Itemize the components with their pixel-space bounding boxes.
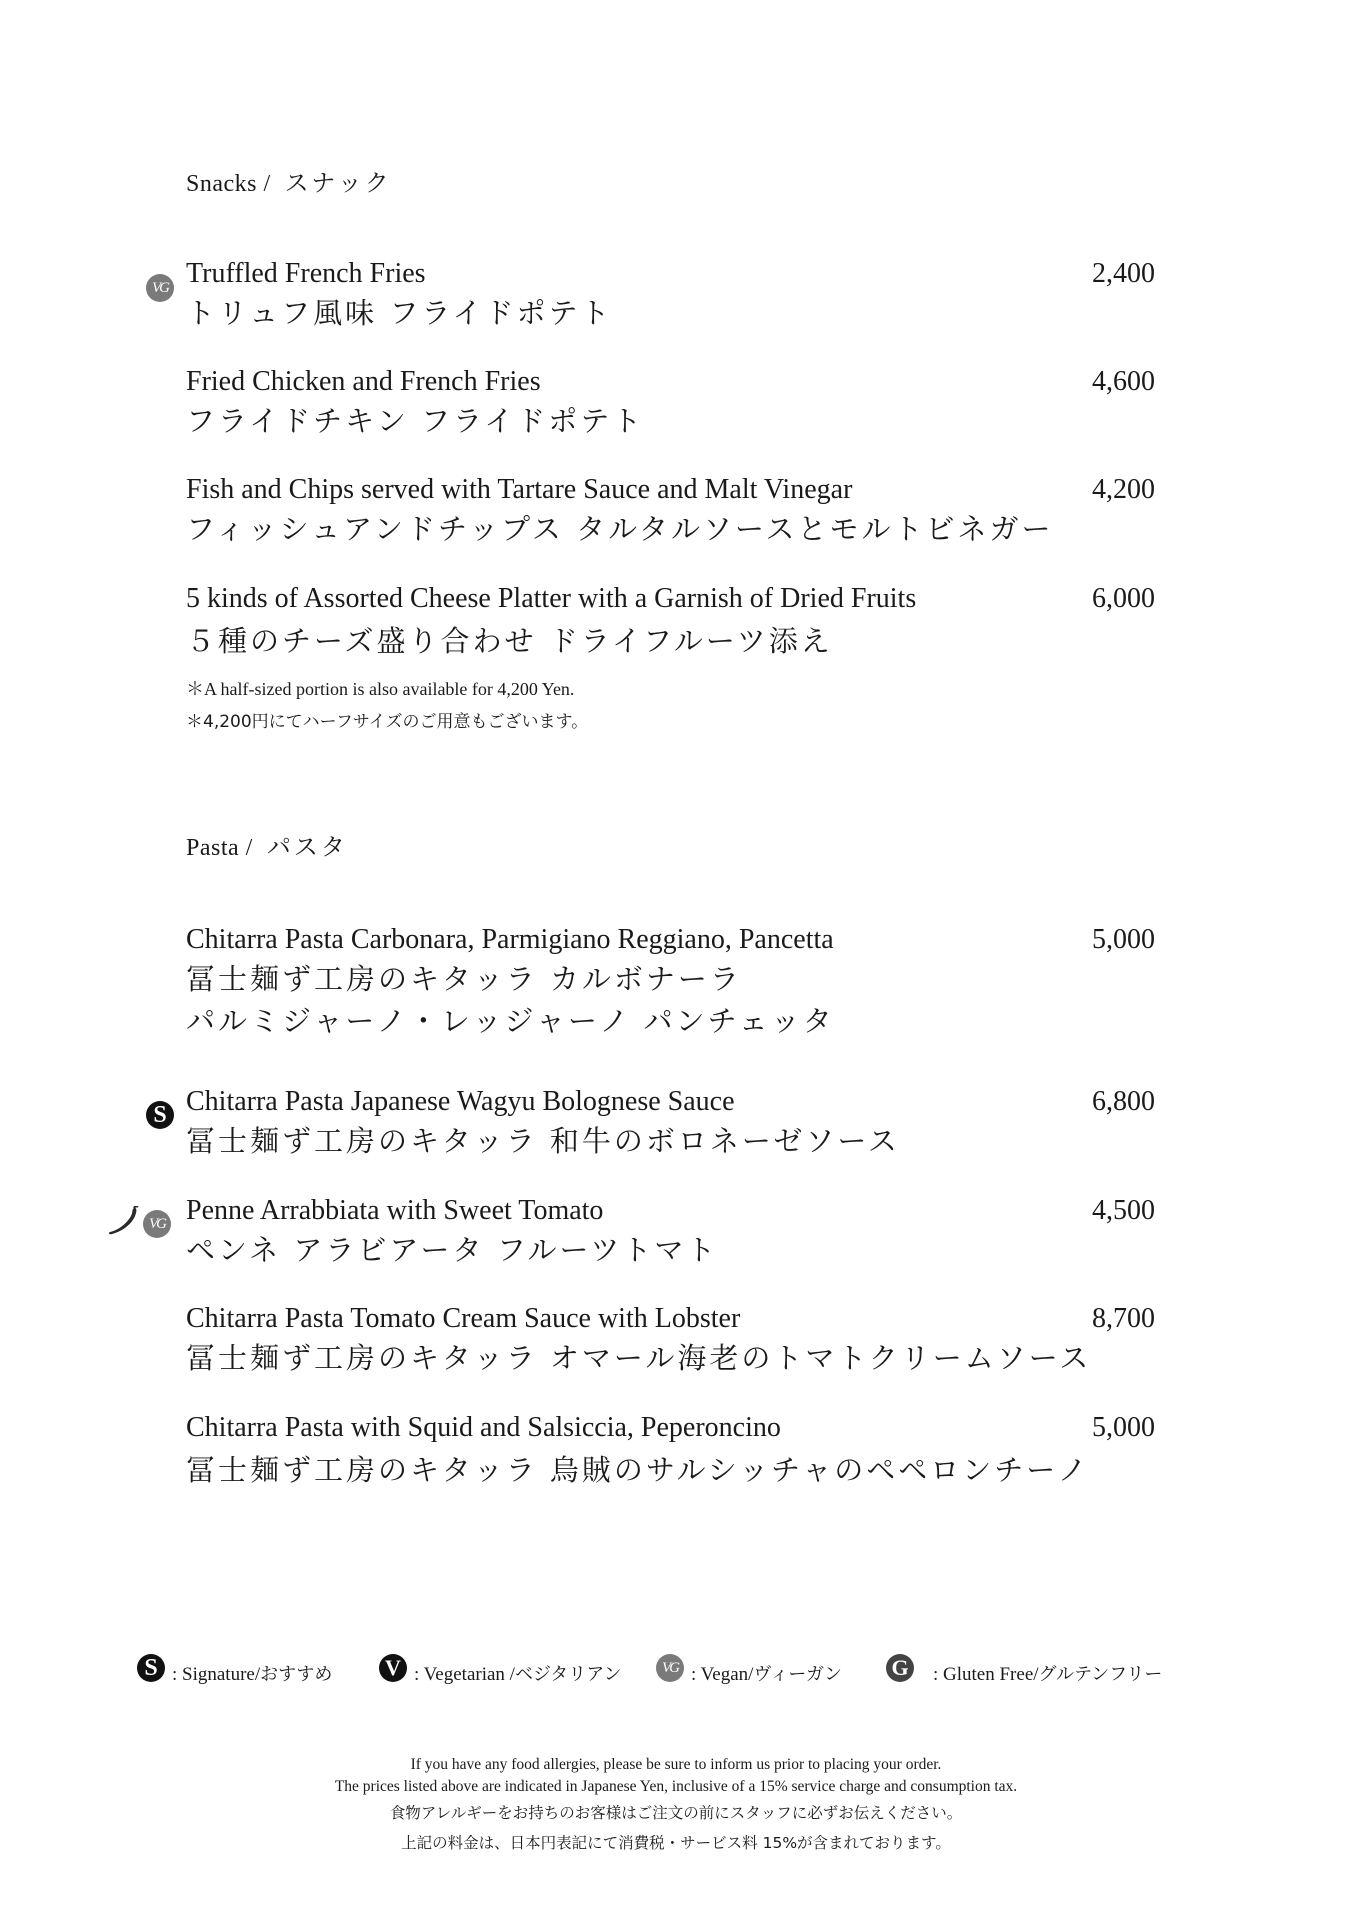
item-price: 5,000 bbox=[1092, 924, 1155, 955]
item-name-jp: 冨士麺ず工房のキタッラ カルボナーラ bbox=[186, 962, 742, 996]
menu-item-fish-and-chips bbox=[186, 472, 1166, 550]
dietary-legend bbox=[0, 1652, 1352, 1688]
item-name-jp-line2: パルミジャーノ・レッジャーノ パンチェッタ bbox=[186, 1004, 835, 1038]
price-notice-en: The prices listed above are indicated in Japanese Yen, inclusive of a 15% service charge and consumption tax. bbox=[334, 1778, 1018, 1795]
item-name-jp: ペンネ アラビアータ フルーツトマト bbox=[186, 1233, 719, 1267]
item-price: 4,200 bbox=[1092, 474, 1155, 505]
snacks-heading-jp: スナック bbox=[284, 169, 392, 197]
signature-badge-icon: S bbox=[137, 1654, 165, 1682]
legend-signature-label: : Signature/おすすめ bbox=[172, 1664, 333, 1685]
allergy-notice-en: If you have any food allergies, please be sure to inform us prior to placing your order. bbox=[410, 1756, 942, 1773]
item-price: 5,000 bbox=[1092, 1412, 1155, 1443]
item-name-jp: トリュフ風味 フライドポテト bbox=[186, 296, 613, 330]
legend-vegetarian-label: : Vegetarian /ベジタリアン bbox=[414, 1664, 622, 1685]
item-name-jp: 冨士麺ず工房のキタッラ 烏賊のサルシッチャのペペロンチーノ bbox=[186, 1453, 1090, 1487]
menu-item-carbonara bbox=[186, 922, 1166, 1042]
menu-item-cheese-platter bbox=[186, 581, 1166, 665]
item-name-en: 5 kinds of Assorted Cheese Platter with a Garnish of Dried Fruits bbox=[186, 583, 917, 614]
footer-notice bbox=[0, 1754, 1352, 1858]
item-name-jp: ５種のチーズ盛り合わせ ドライフルーツ添え bbox=[186, 624, 833, 658]
signature-badge-icon: S bbox=[146, 1101, 174, 1129]
item-name-jp: フィッシュアンドチップス タルタルソースとモルトビネガー bbox=[186, 512, 1054, 546]
item-name-en: Fish and Chips served with Tartare Sauce and Malt Vinegar bbox=[186, 474, 853, 505]
half-portion-note-jp: ＊4,200円にてハーフサイズのご用意もございます。 bbox=[186, 712, 589, 732]
legend-vegan-label: : Vegan/ヴィーガン bbox=[691, 1664, 843, 1685]
vegan-badge-icon: VG bbox=[656, 1654, 684, 1682]
item-price: 6,800 bbox=[1092, 1086, 1155, 1117]
pasta-heading-jp: パスタ bbox=[266, 833, 348, 861]
menu-item-truffled-fries bbox=[186, 256, 1166, 334]
allergy-notice-jp: 食物アレルギーをお持ちのお客様はご注文の前にスタッフに必ずお伝えください。 bbox=[389, 1804, 963, 1822]
snacks-heading-en: Snacks / bbox=[186, 171, 271, 197]
pasta-heading bbox=[186, 827, 348, 862]
legend-gluten-free-label: : Gluten Free/グルテンフリー bbox=[933, 1664, 1163, 1685]
chili-pepper-icon bbox=[106, 1206, 140, 1236]
item-price: 6,000 bbox=[1092, 583, 1155, 614]
item-price: 2,400 bbox=[1092, 258, 1155, 289]
snacks-heading bbox=[186, 163, 392, 198]
pasta-heading-en: Pasta / bbox=[186, 835, 253, 861]
item-name-jp: フライドチキン フライドポテト bbox=[186, 404, 645, 438]
item-name-en: Penne Arrabbiata with Sweet Tomato bbox=[186, 1195, 604, 1226]
menu-item-wagyu-bolognese bbox=[186, 1084, 1166, 1162]
vegetarian-badge-icon: V bbox=[379, 1654, 407, 1682]
half-portion-note-en: ＊A half-sized portion is also available for 4,200 Yen. bbox=[186, 679, 575, 699]
item-price: 8,700 bbox=[1092, 1303, 1155, 1334]
menu-item-lobster-tomato-cream bbox=[186, 1301, 1166, 1379]
item-name-en: Chitarra Pasta Japanese Wagyu Bolognese Sauce bbox=[186, 1086, 735, 1117]
vegan-badge-icon: VG bbox=[146, 274, 174, 302]
gluten-free-badge-icon: G bbox=[886, 1654, 914, 1682]
vegan-badge-icon: VG bbox=[143, 1210, 171, 1238]
item-name-en: Truffled French Fries bbox=[186, 258, 426, 289]
item-name-jp: 冨士麺ず工房のキタッラ 和牛のボロネーゼソース bbox=[186, 1124, 900, 1158]
menu-item-penne-arrabbiata bbox=[186, 1193, 1166, 1271]
item-name-jp: 冨士麺ず工房のキタッラ オマール海老のトマトクリームソース bbox=[186, 1341, 1092, 1375]
menu-item-squid-salsiccia bbox=[186, 1410, 1166, 1494]
item-price: 4,600 bbox=[1092, 366, 1155, 397]
item-price: 4,500 bbox=[1092, 1195, 1155, 1226]
item-name-en: Chitarra Pasta Carbonara, Parmigiano Reggiano, Pancetta bbox=[186, 924, 834, 955]
item-name-en: Fried Chicken and French Fries bbox=[186, 366, 541, 397]
menu-item-fried-chicken bbox=[186, 364, 1166, 442]
item-name-en: Chitarra Pasta with Squid and Salsiccia, Peperoncino bbox=[186, 1412, 781, 1443]
item-name-en: Chitarra Pasta Tomato Cream Sauce with Lobster bbox=[186, 1303, 741, 1334]
price-notice-jp: 上記の料金は、日本円表記にて消費税・サービス料 15%が含まれております。 bbox=[401, 1834, 951, 1852]
